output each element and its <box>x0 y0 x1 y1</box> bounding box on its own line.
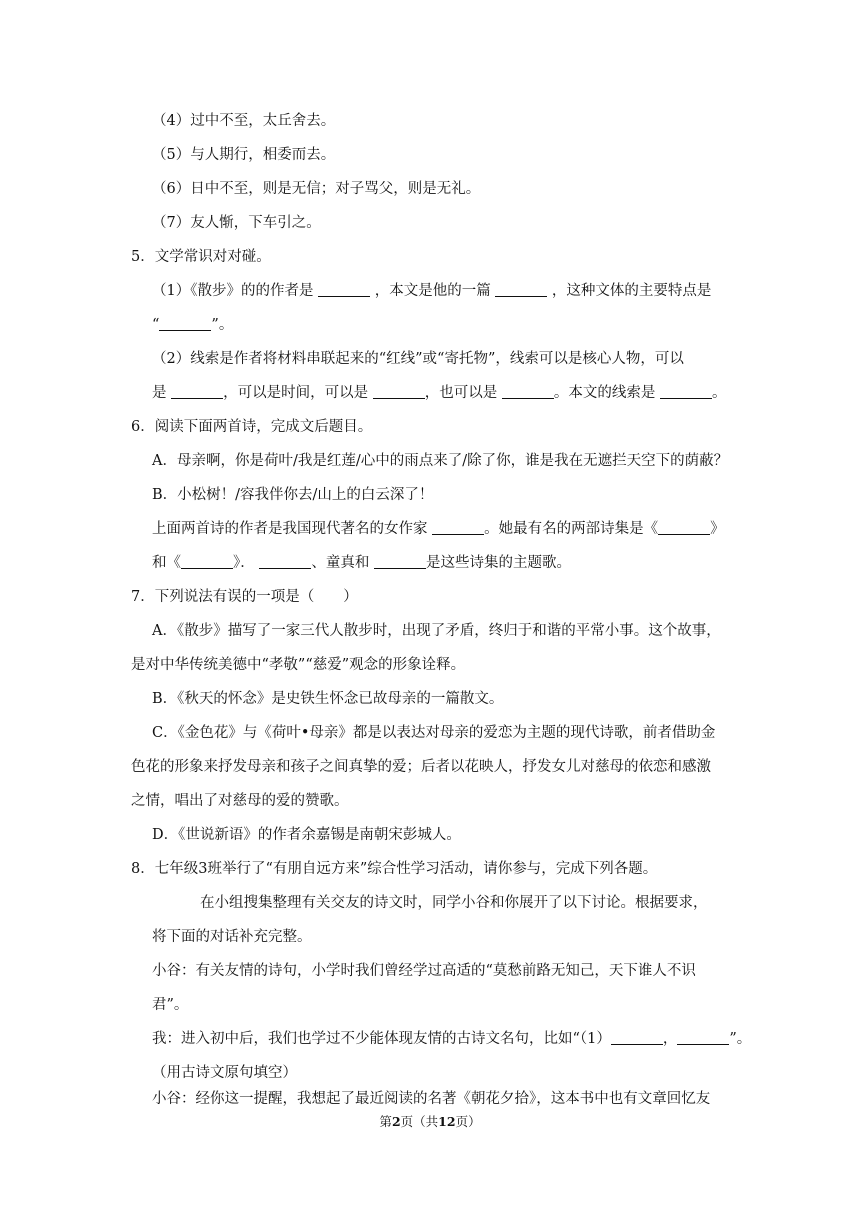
page-footer <box>0 1112 860 1130</box>
blank <box>502 384 554 399</box>
question-6-title: 6．阅读下面两首诗，完成文后题目。 <box>131 419 373 435</box>
sentence-5: （5）与人期行，相委而去。 <box>152 147 336 163</box>
text: ，这种文体的主要特点是 <box>551 283 712 299</box>
text: 》 <box>710 521 725 537</box>
text: ， <box>662 1031 678 1047</box>
text: ”。 <box>729 1031 752 1047</box>
blank <box>495 282 547 297</box>
option-a-line-1: A．《散步》描写了一家三代人散步时，出现了矛盾，终归于和谐的平常小事。这个故事， <box>152 623 721 639</box>
question-6-text <box>152 519 725 539</box>
question-5-title: 5．文学常识对对碰。 <box>131 249 271 265</box>
blank <box>159 316 211 331</box>
text: 。她最有名的两部诗集是《 <box>484 521 659 537</box>
text: 。 <box>711 385 727 401</box>
blank <box>611 1030 663 1045</box>
footer-text: 页（共 <box>400 1114 439 1129</box>
text: ，本文是他的一篇 <box>374 283 491 299</box>
text: 和《 <box>152 555 181 571</box>
dialogue-gu-1-cont: 君”。 <box>152 997 189 1013</box>
text: 、童真和 <box>311 555 370 571</box>
footer-text: 页） <box>455 1114 481 1129</box>
question-8-title: 8．七年级3班举行了“有朋自远方来”综合性学习活动，请你参与，完成下列各题。 <box>131 861 658 877</box>
dialogue-me-1-note: （用古诗文原句填空） <box>152 1065 297 1081</box>
sentence-7: （7）友人惭，下车引之。 <box>152 215 321 231</box>
text: “ <box>152 317 160 333</box>
text: 我：进入初中后，我们也学过不少能体现友情的古诗文名句，比如“（1） <box>152 1031 611 1047</box>
question-8-intro-2: 将下面的对话补充完整。 <box>152 929 312 945</box>
text: 上面两首诗的作者是我国现代著名的女作家 <box>152 521 428 537</box>
blank <box>660 384 712 399</box>
blank <box>181 554 233 569</box>
dialogue-gu-1: 小谷：有关友情的诗句，小学时我们曾经学过高适的“莫愁前路无知己，天下谁人不识 <box>152 963 696 979</box>
option-c-line-1: C．《金色花》与《荷叶•母亲》都是以表达对母亲的爱恋为主题的现代诗歌，前者借助金 <box>152 725 716 741</box>
question-5-part-2-cont <box>152 383 726 403</box>
question-7-title: 7．下列说法有误的一项是（ ） <box>131 589 358 605</box>
option-b: B．《秋天的怀念》是史铁生怀念已故母亲的一篇散文。 <box>152 691 504 707</box>
question-5-part-1-cont <box>152 315 233 335</box>
text: （1）《散步》的的作者是 <box>152 283 314 299</box>
option-c-line-2: 色花的形象来抒发母亲和孩子之间真挚的爱；后者以花映人，抒发女儿对慈母的依恋和感激 <box>131 759 711 775</box>
blank <box>677 1030 729 1045</box>
page-number: 2 <box>391 1114 401 1129</box>
text: 是 <box>152 385 167 401</box>
option-c-line-3: 之情，唱出了对慈母的爱的赞歌。 <box>131 793 349 809</box>
text: 。本文的线索是 <box>553 385 656 401</box>
poem-b: B．小松树！/容我伴你去/山上的白云深了！ <box>152 487 434 503</box>
option-d: D．《世说新语》的作者余嘉锡是南朝宋彭城人。 <box>152 827 461 843</box>
footer-text: 第 <box>379 1114 392 1129</box>
sentence-6: （6）日中不至，则是无信；对子骂父，则是无礼。 <box>152 181 481 197</box>
dialogue-me-1 <box>152 1029 751 1049</box>
poem-a: A．母亲啊，你是荷叶/我是红莲/心中的雨点来了/除了你，谁是我在无遮拦天空下的荫蔽？ <box>152 453 729 469</box>
blank <box>432 520 484 535</box>
question-8-intro-1: 在小组搜集整理有关交友的诗文时，同学小谷和你展开了以下讨论。根据要求， <box>200 895 708 911</box>
question-6-text-cont <box>152 553 571 573</box>
sentence-4: （4）过中不至，太丘舍去。 <box>152 113 336 129</box>
blank <box>374 554 426 569</box>
total-pages: 12 <box>438 1114 456 1129</box>
text: ”。 <box>211 317 234 333</box>
dialogue-gu-2: 小谷：经你这一提醒，我想起了最近阅读的名著《朝花夕拾》，这本书中也有文章回忆友 <box>152 1091 711 1107</box>
question-5-part-2: （2）线索是作者将材料串联起来的“红线”或“寄托物”，线索可以是核心人物，可以 <box>152 351 684 367</box>
blank <box>318 282 370 297</box>
option-a-line-2: 是对中华传统美德中“孝敬”“慈爱”观念的形象诠释。 <box>131 657 466 673</box>
blank <box>373 384 425 399</box>
text: ，也可以是 <box>424 385 498 401</box>
question-5-part-1 <box>152 281 711 301</box>
blank <box>658 520 710 535</box>
blank <box>259 554 311 569</box>
blank <box>171 384 223 399</box>
text: 》． <box>233 555 255 571</box>
text: 是这些诗集的主题歌。 <box>425 555 571 571</box>
text: ，可以是时间，可以是 <box>223 385 369 401</box>
